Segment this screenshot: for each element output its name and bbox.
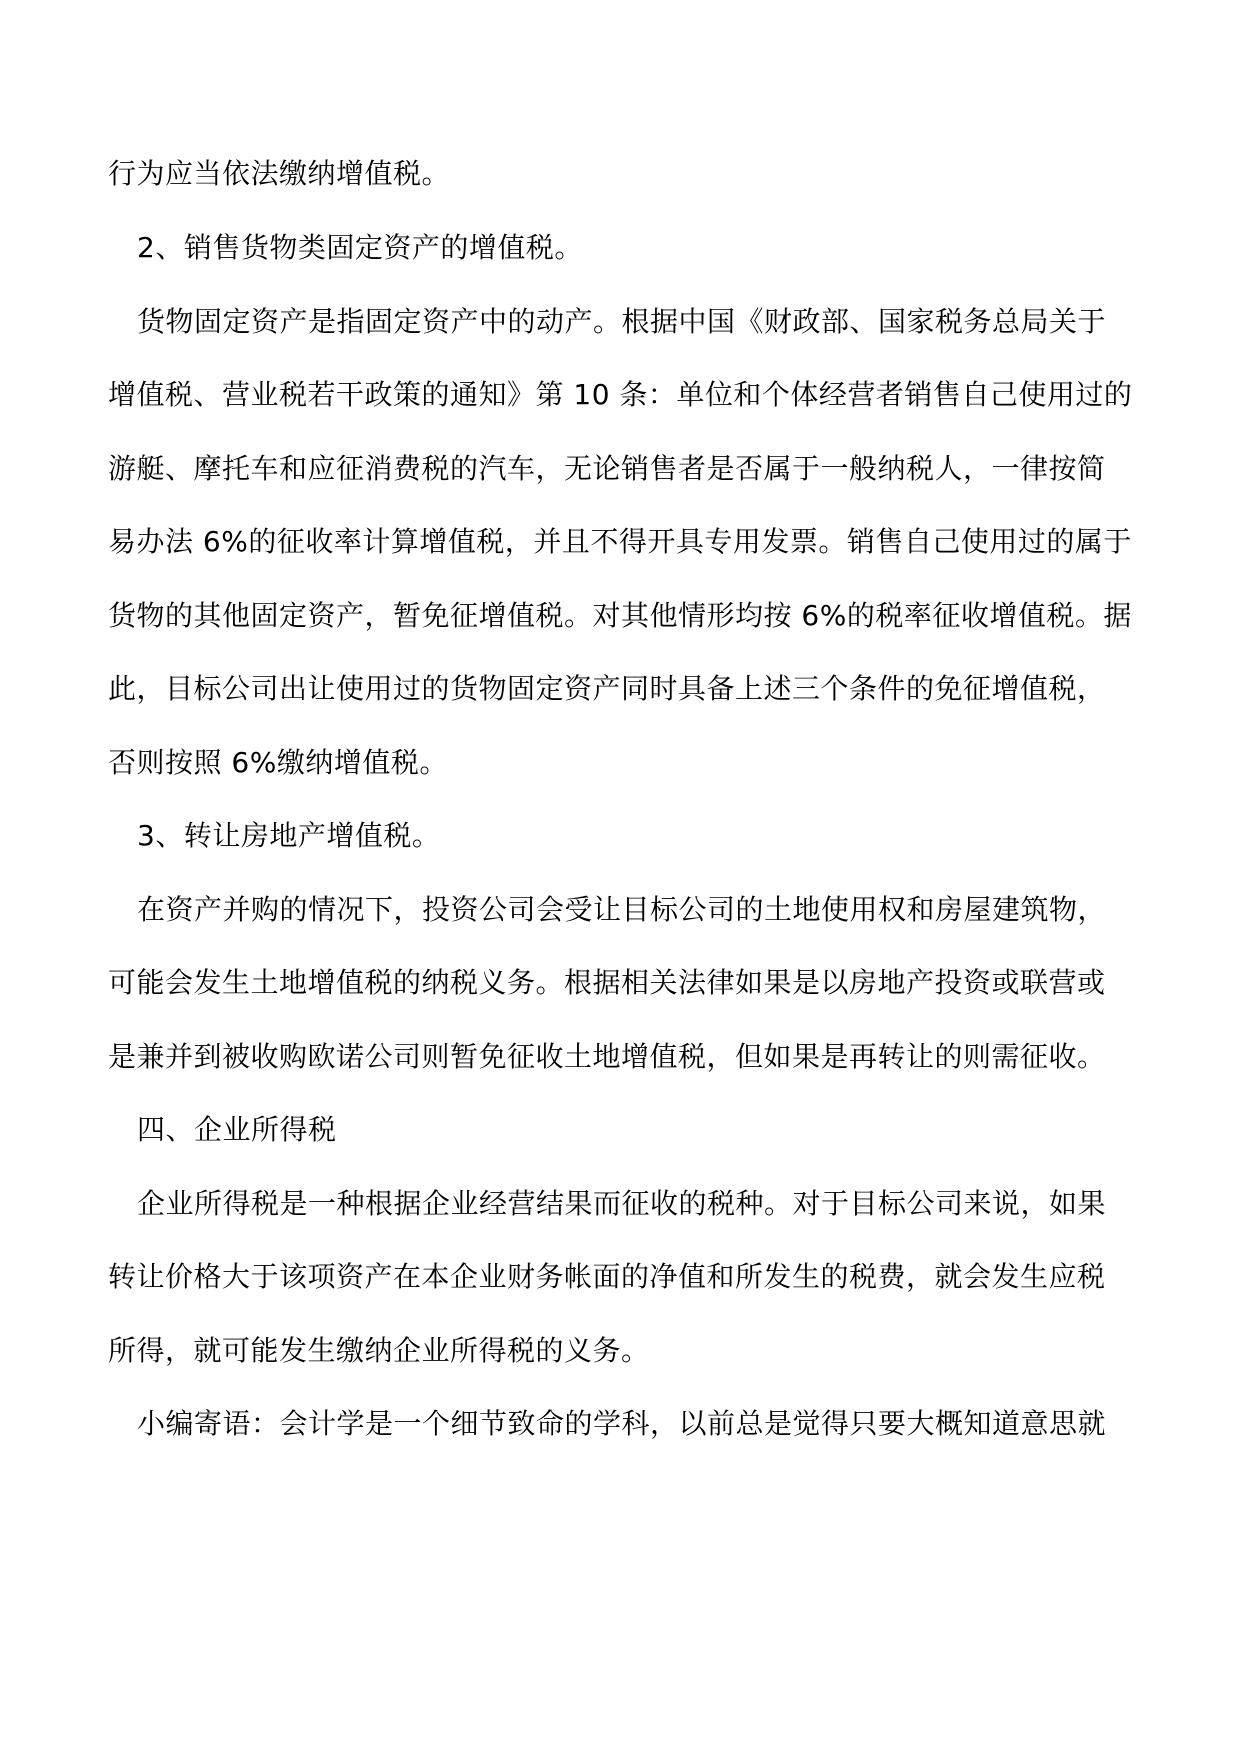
text-line: 货物的其他固定资产，暂免征增值税。对其他情形均按 6%的税率征收增值税。据 xyxy=(108,599,1132,632)
text-line: 易办法 6%的征收率计算增值税，并且不得开具专用发票。销售自己使用过的属于 xyxy=(108,525,1132,558)
section-heading: 四、企业所得税 xyxy=(137,1113,337,1146)
text-line: 所得，就可能发生缴纳企业所得税的义务。 xyxy=(108,1334,650,1367)
section-heading: 3、转让房地产增值税。 xyxy=(137,819,441,852)
text-line: 是兼并到被收购欧诺公司则暂免征收土地增值税，但如果是再转让的则需征收。 xyxy=(108,1040,1106,1073)
paragraph-start-line: 货物固定资产是指固定资产中的动产。根据中国《财政部、国家税务总局关于 xyxy=(137,305,1107,338)
paragraph-start-line: 小编寄语：会计学是一个细节致命的学科，以前总是觉得只要大概知道意思就 xyxy=(137,1407,1107,1440)
text-line: 转让价格大于该项资产在本企业财务帐面的净值和所发生的税费，就会发生应税 xyxy=(108,1260,1106,1293)
text-line: 游艇、摩托车和应征消费税的汽车，无论销售者是否属于一般纳税人，一律按简 xyxy=(108,452,1106,485)
text-line: 否则按照 6%缴纳增值税。 xyxy=(108,746,448,779)
text-line: 此，目标公司出让使用过的货物固定资产同时具备上述三个条件的免征增值税， xyxy=(108,672,1106,705)
text-line: 可能会发生土地增值税的纳税义务。根据相关法律如果是以房地产投资或联营或 xyxy=(108,966,1106,999)
paragraph-start-line: 企业所得税是一种根据企业经营结果而征收的税种。对于目标公司来说，如果 xyxy=(137,1187,1107,1220)
paragraph-start-line: 在资产并购的情况下，投资公司会受让目标公司的土地使用权和房屋建筑物， xyxy=(137,893,1107,926)
text-line: 行为应当依法缴纳增值税。 xyxy=(108,157,451,190)
section-heading: 2、销售货物类固定资产的增值税。 xyxy=(137,231,583,264)
text-line: 增值税、营业税若干政策的通知》第 10 条：单位和个体经营者销售自己使用过的 xyxy=(108,378,1133,411)
